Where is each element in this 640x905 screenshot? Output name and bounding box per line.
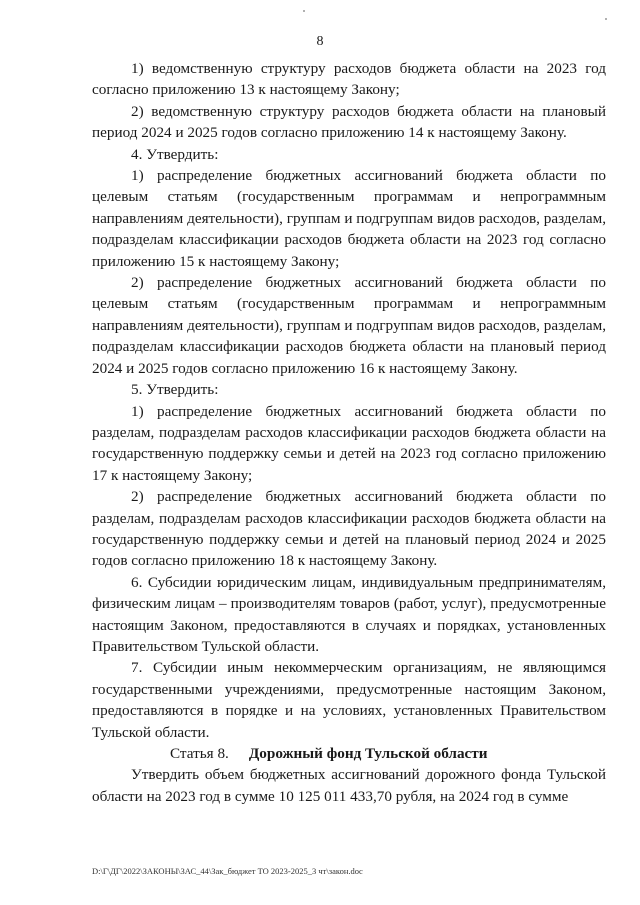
paragraph: 1) распределение бюджетных ассигнований бюджета области по разделам, подразделам расходов классификации расходов бюджета области на государственную поддержку семьи и детей на 2023 год согласно приложению 17 к настоящему Закону; <box>92 402 606 484</box>
paragraph: 4. Утвердить: <box>131 145 219 163</box>
article-number: Статья 8. <box>170 745 229 762</box>
file-path-footer: D:\Г\ДГ\2022\ЗАКОНЫ\ЗАС_44\Зак_бюджет ТО 2023-2025_3 чт\закон.doc <box>92 866 363 876</box>
article-title: Дорожный фонд Тульской области <box>248 745 488 762</box>
document-body <box>92 58 606 807</box>
paragraph: 1) распределение бюджетных ассигнований бюджета области по целевым статьям (государственным программам и непрограммным направлениям деятельности), группам и подгруппам видов расходов, разделам, подразделам классификации расходов бюджета области на 2023 год согласно приложению 15 к настоящему Закону; <box>92 167 606 270</box>
scan-speck <box>605 18 607 20</box>
paragraph: Утвердить объем бюджетных ассигнований дорожного фонда Тульской области на 2023 год в сумме 10 125 011 433,70 рубля, на 2024 год в сумме <box>92 766 606 805</box>
paragraph: 2) ведомственную структуру расходов бюджета области на плановый период 2024 и 2025 годов согласно приложению 14 к настоящему Закону. <box>92 102 606 142</box>
paragraph: 2) распределение бюджетных ассигнований бюджета области по целевым статьям (государственным программам и непрограммным направлениям деятельности), группам и подгруппам видов расходов, разделам, подразделам классификации расходов бюджета области на плановый период 2024 и 2025 годов согласно приложению 16 к настоящему Закону. <box>92 274 606 377</box>
page-number: 8 <box>316 34 324 49</box>
article-heading <box>92 743 606 764</box>
paragraph: 2) распределение бюджетных ассигнований бюджета области по разделам, подразделам расходов классификации расходов бюджета области на государственную поддержку семьи и детей на плановый период 2024 и 2025 годов согласно приложению 18 к настоящему Закону. <box>92 488 606 570</box>
paragraph: 6. Субсидии юридическим лицам, индивидуальным предпринимателям, физическим лицам – производителям товаров (работ, услуг), предусмотренные настоящим Законом, предоставляются в случаях и порядках, установленных Правительством Тульской области. <box>92 573 606 655</box>
paragraph: 5. Утвердить: <box>131 381 219 399</box>
paragraph: 1) ведомственную структуру расходов бюджета области на 2023 год согласно приложению 13 к настоящему Закону; <box>92 60 606 99</box>
scan-speck <box>303 10 305 12</box>
paragraph: 7. Субсидии иным некоммерческим организациям, не являющимся государственными учреждениями, предусмотренные настоящим Законом, предоставляются в порядке и на условиях, установленных Правительством Тульской области. <box>92 659 606 741</box>
